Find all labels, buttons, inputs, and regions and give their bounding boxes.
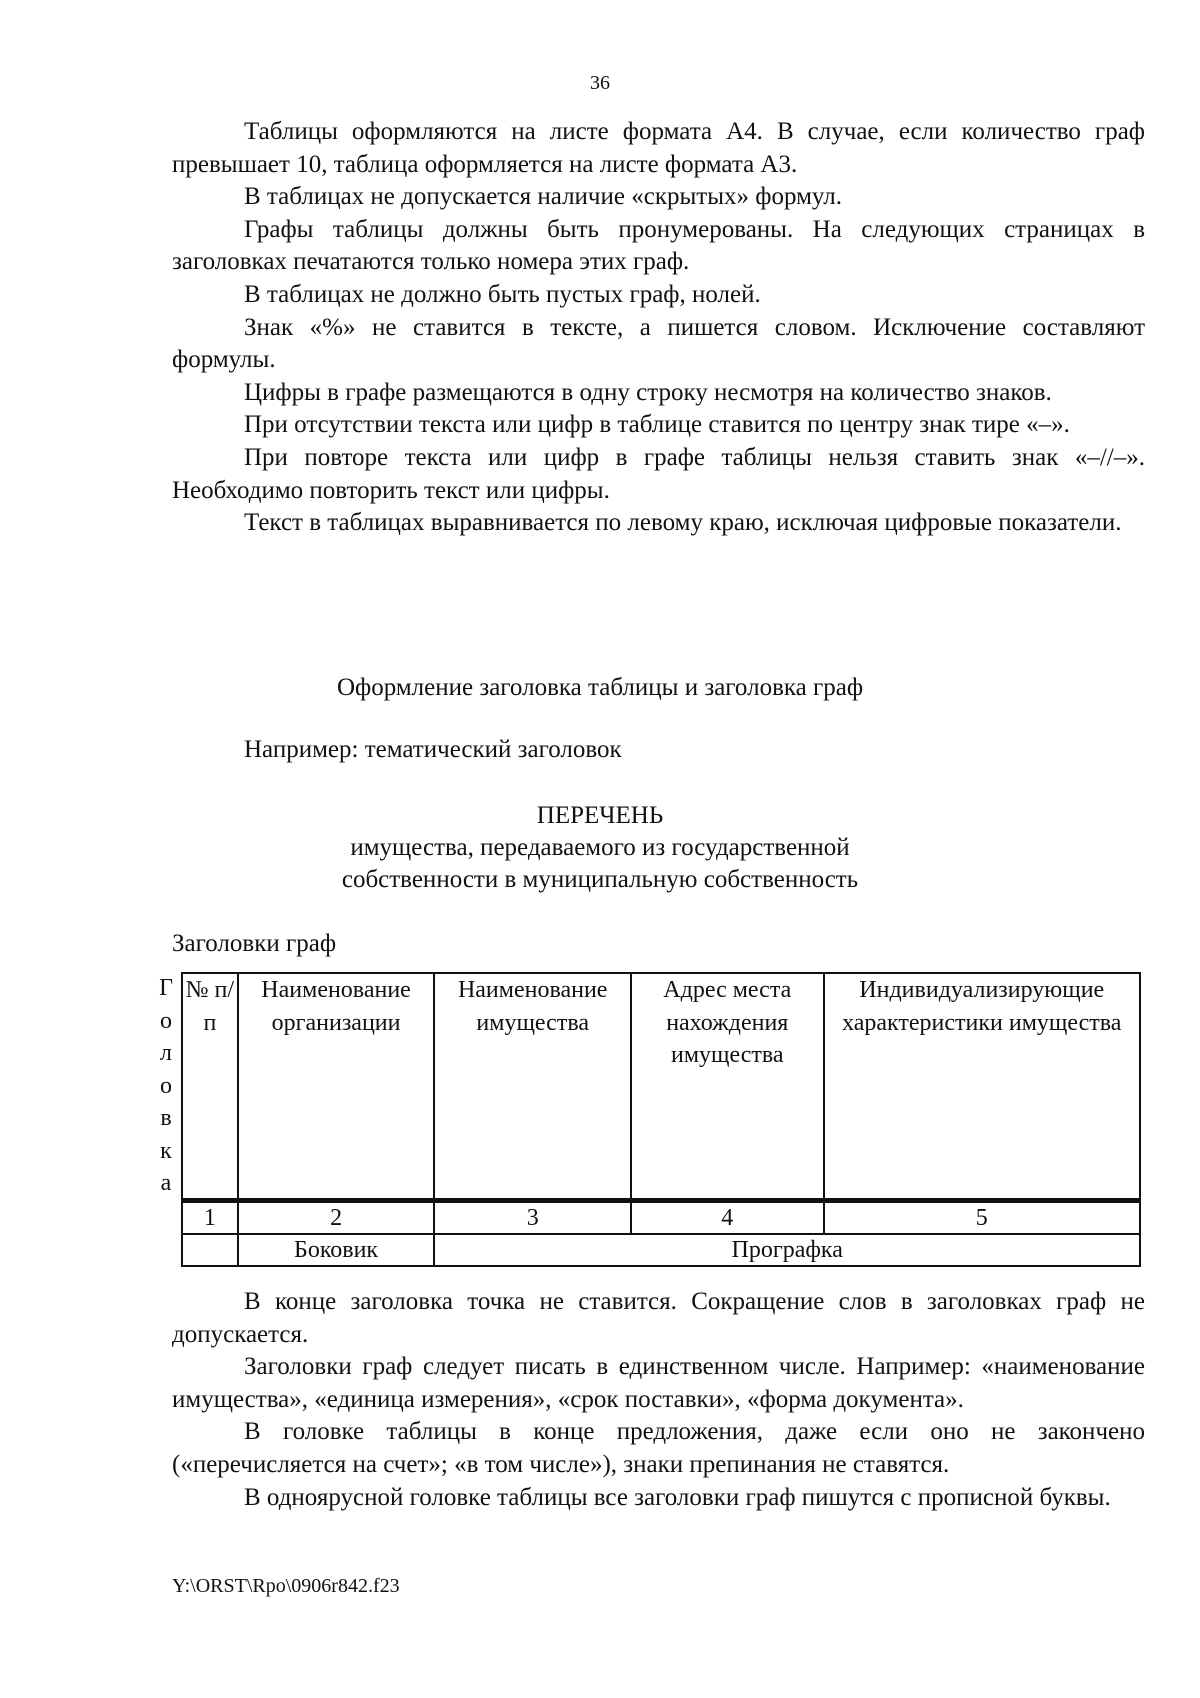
paragraph: Цифры в графе размещаются в одну строку несмотря на количество знаков. — [244, 378, 1052, 406]
table-header-row — [182, 973, 1140, 1201]
title-line-3: собственности в муниципальную собственность — [341, 866, 859, 893]
footer-path: Y:\ORST\Rpo\0906r842.f23 — [172, 1575, 400, 1597]
column-number: 2 — [238, 1201, 435, 1235]
column-number: 1 — [182, 1201, 238, 1235]
footer-right-label: Прографка — [434, 1234, 1140, 1266]
section-heading: Оформление заголовка таблицы и заголовка граф — [336, 674, 864, 701]
paragraph: Текст в таблицах выравнивается по левому краю, исключая цифровые показатели. — [244, 509, 1122, 537]
paragraph: Знак «%» не ставится в тексте, а пишется словом. Исключение составляют формулы. — [172, 313, 1145, 374]
footer-empty-cell — [182, 1234, 238, 1266]
page-number: 36 — [590, 72, 610, 94]
vertical-label-letter: Г — [159, 975, 173, 1001]
bottom-text — [172, 1286, 1145, 1514]
vertical-label-letter: о — [160, 1007, 172, 1034]
column-header: № п/п — [182, 973, 238, 1201]
vertical-label-letter: к — [160, 1137, 172, 1164]
paragraph: Заголовки граф следует писать в единственном числе. Например: «наименование имущества», «единица измерения», «срок поставки», «форма документа». — [172, 1353, 1145, 1413]
body-text — [172, 116, 1145, 540]
footer-left-label: Боковик — [238, 1234, 435, 1266]
column-header: Индивидуализирующие характеристики имущества — [824, 973, 1141, 1201]
example-table — [181, 972, 1141, 1267]
column-number: 5 — [824, 1201, 1141, 1235]
vertical-label-letter: а — [160, 1170, 172, 1196]
column-header: Наименование имущества — [434, 973, 631, 1201]
title-line-1: ПЕРЕЧЕНЬ — [536, 802, 664, 829]
paragraph: Таблицы оформляются на листе формата А4. В случае, если количество граф превышает 10, таблица оформляется на листе формата А3. — [172, 118, 1145, 178]
column-number-row — [182, 1201, 1140, 1235]
example-line: Например: тематический заголовок — [244, 736, 622, 763]
vertical-label-letter: в — [160, 1105, 172, 1131]
title-line-2: имущества, передаваемого из государственной — [350, 834, 850, 861]
paragraph: Графы таблицы должны быть пронумерованы. На следующих страницах в заголовках печатаются только номера этих граф. — [172, 215, 1145, 276]
paragraph: При отсутствии текста или цифр в таблице ставится по центру знак тире «–». — [244, 411, 1070, 439]
column-header: Адрес места нахождения имущества — [631, 973, 823, 1201]
paragraph: В головке таблицы в конце предложения, даже если оно не закончено («перечисляется на счет»; «в том числе»), знаки препинания не ставятся. — [172, 1418, 1145, 1478]
column-number: 3 — [434, 1201, 631, 1235]
table-footer-row — [182, 1234, 1140, 1266]
paragraph: В одноярусной головке таблицы все заголовки граф пишутся с прописной буквы. — [244, 1483, 1111, 1511]
vertical-label-letter: л — [160, 1040, 172, 1066]
paragraph: В таблицах не должно быть пустых граф, нолей. — [244, 280, 761, 308]
column-headings-label: Заголовки граф — [172, 930, 337, 957]
paragraph: При повторе текста или цифр в графе таблицы нельзя ставить знак «–//–». Необходимо повторить текст или цифры. — [172, 443, 1145, 504]
vertical-label-letter: о — [160, 1072, 172, 1099]
column-number: 4 — [631, 1201, 823, 1235]
paragraph: В таблицах не допускается наличие «скрытых» формул. — [244, 183, 843, 211]
paragraph: В конце заголовка точка не ставится. Сокращение слов в заголовках граф не допускается. — [172, 1288, 1145, 1348]
column-header: Наименование организации — [238, 973, 435, 1201]
vertical-label — [156, 972, 176, 1200]
